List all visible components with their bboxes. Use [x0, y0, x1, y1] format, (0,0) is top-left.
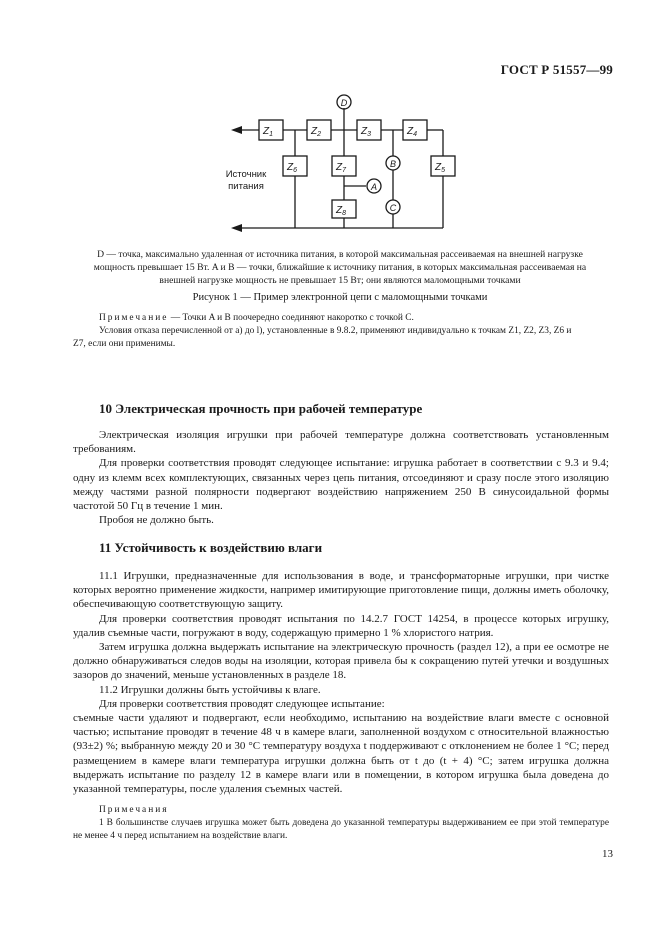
section11-p5: Для проверки соответствия проводят следующее испытание:: [99, 697, 385, 710]
section10-p1: Электрическая изоляция игрушки при рабочей температуре должна соответствовать установленным требованиям.: [73, 429, 609, 456]
node-b: B: [389, 159, 397, 169]
figure-caption-line1: D — точка, максимально удаленная от источника питания, в которой максимальная рассеиваемая на внешней нагрузке: [97, 249, 583, 260]
node-d: D: [340, 98, 348, 108]
section11-body: [73, 569, 609, 796]
notes-label: Примечания: [99, 805, 169, 815]
node-z6: $Z_6$: [286, 162, 298, 174]
section10-heading: 10 Электрическая прочность при рабочей температуре: [99, 401, 423, 416]
section11-p1: 11.1 Игрушки, предназначенные для использования в воде, и трансформаторные игрушки, при чистке которых вероятно применение жидкости, например имитирующие приготовление пищи, должны иметь оболочку, обеспечивающую соответствующую защиту.: [73, 570, 609, 611]
figure-note: [73, 312, 613, 325]
note-line2: Условия отказа перечисленной от а) до l), установленные в 9.8.2, применяют индивидуально к точкам Z1, Z2, Z3, Z6 и: [99, 326, 572, 336]
figure-title: Рисунок 1 — Пример электронной цепи с маломощными точками: [192, 292, 488, 303]
document-code: ГОСТ Р 51557—99: [500, 62, 613, 77]
note-line3: Z7, если они применимы.: [73, 339, 176, 349]
source-label-line1: Источник: [225, 169, 267, 180]
node-z8: $Z_8$: [335, 205, 347, 217]
section10-p3: Пробоя не должно быть.: [99, 514, 214, 527]
page-number: 13: [602, 848, 613, 860]
node-z2: $Z_2$: [310, 126, 322, 138]
node-z4: $Z_4$: [406, 126, 418, 138]
node-c: C: [389, 203, 397, 213]
section11-p6: съемные части удаляют и подвергают, если необходимо, испытанию на воздействие влаги вместе с основной частью; испытание проводят в течение 48 ч в камере влаги, заполненной воздухом с относительной влажностью (93±2) %; выбранную между 20 и 30 °С температуру воздуха t поддерживают с отклонением не более 1 °С; перед размещением в камере влаги температура игрушки должна быть от t до (t + 4) °С; затем игрушка должна выдержать испытание по разделу 12 в камере влаги или в помещении, в котором игрушка была доведена до указанной температуры, после удаления съемных частей.: [73, 712, 609, 796]
node-z3: $Z_3$: [360, 126, 372, 138]
node-z5: $Z_5$: [434, 162, 446, 174]
section11-p2: Для проверки соответствия проводят испытания по 14.2.7 ГОСТ 14254, в процессе которых игрушку, удалив съемные части, погружают в воду, содержащую примерно 1 % хлористого натрия.: [73, 612, 609, 639]
section11-heading: 11 Устойчивость к воздействию влаги: [99, 540, 323, 555]
figure-caption-line2: мощность превышает 15 Вт. A и B — точки, ближайшие к источнику питания, в которых максимальная рассеиваемая на: [93, 262, 587, 273]
figure-caption-line3: внешней нагрузке мощность не превышает 15 Вт; они являются маломощными точками: [159, 275, 521, 286]
section10-body: [73, 428, 609, 527]
note-1: 1 В большинстве случаев игрушка может быть доведена до указанной температуры выдерживанием ее при этой температуре не менее 4 ч перед испытанием на воздействие влаги.: [73, 818, 609, 842]
note-label: Примечание: [99, 313, 169, 323]
source-label-line2: питания: [228, 181, 264, 192]
section10-p2: Для проверки соответствия проводят следующее испытание: игрушка работает в соответствии с 9.3 и 9.4; одну из клемм всех комплектующих, связанных через цепь питания, отсоединяют и сразу после этого изоляцию между частями разной полярности подвергают воздействию напряжением 250 В синусоидальной формы частотой 50 Гц в течение 1 мин.: [73, 457, 609, 513]
node-a: A: [370, 182, 378, 192]
arrow-left-icon: [231, 126, 242, 134]
note-line1: — Точки A и B поочередно соединяют накоротко с точкой C.: [168, 313, 414, 323]
node-z1: $Z_1$: [262, 126, 274, 138]
arrow-left-icon: [231, 224, 242, 232]
section11-p4: 11.2 Игрушки должны быть устойчивы к влаге.: [99, 683, 321, 696]
section11-p3: Затем игрушка должна выдержать испытание на электрическую прочность (раздел 12), а при ее осмотре не должно обнаруживаться следов воды на изоляции, которая привела бы к сокращению путей утечки и воздушных зазоров до значений, меньше установленных в разделе 18.: [73, 641, 609, 682]
node-z7: $Z_7$: [335, 162, 347, 174]
